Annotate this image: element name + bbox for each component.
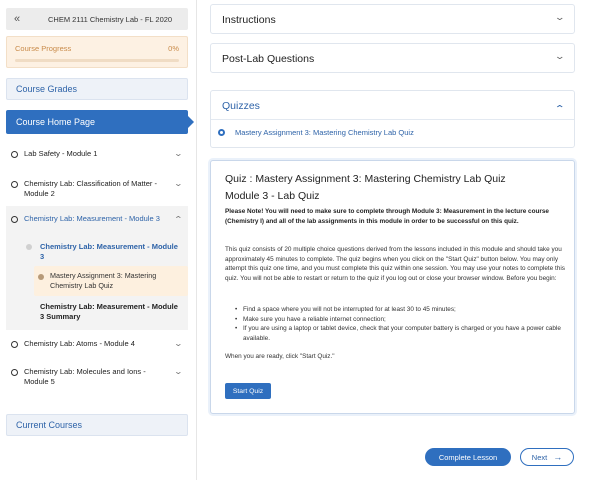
chevron-down-icon: ⌄ <box>173 149 184 158</box>
divider <box>211 119 574 120</box>
module-label: Chemistry Lab: Molecules and Ions - Module 5 <box>24 367 146 386</box>
submodule-label: Chemistry Lab: Measurement - Module 3 Summary <box>40 302 178 321</box>
module-label: Chemistry Lab: Atoms - Module 4 <box>24 339 135 348</box>
module-item-5[interactable] <box>6 367 188 387</box>
submodule-item-1[interactable] <box>26 242 186 262</box>
sidebar-divider <box>196 0 197 480</box>
status-dot-icon <box>26 304 32 310</box>
progress-label: Course Progress <box>15 44 72 53</box>
submodule-label: Mastery Assignment 3: Mastering Chemistry Lab Quiz <box>50 271 157 290</box>
module-item-3[interactable] <box>6 214 188 224</box>
submodule-item-3[interactable] <box>26 302 186 322</box>
course-header <box>6 8 188 30</box>
sidebar <box>0 0 196 480</box>
double-chevron-left-icon[interactable]: « <box>13 13 21 25</box>
chevron-down-icon: ⌄ <box>554 51 566 61</box>
course-grades-button[interactable]: Course Grades <box>6 78 188 100</box>
chevron-up-icon: ⌄ <box>173 214 184 223</box>
module-item-2[interactable] <box>6 179 188 199</box>
module-label: Lab Safety - Module 1 <box>24 149 98 158</box>
quiz-checklist <box>235 305 565 343</box>
chevron-down-icon: ⌄ <box>554 12 566 22</box>
next-label: Next <box>531 452 548 462</box>
section-title: Instructions <box>222 14 276 26</box>
progress-percent: 0% <box>168 44 179 53</box>
course-home-label: Course Home Page <box>16 117 96 127</box>
quiz-subtitle: Module 3 - Lab Quiz <box>225 190 320 202</box>
quiz-card <box>210 160 575 414</box>
course-progress <box>6 36 188 68</box>
radio-icon <box>218 129 225 136</box>
status-circle-icon <box>11 341 18 348</box>
module-item-1[interactable] <box>6 149 188 159</box>
checklist-item: • Make sure you have a reliable internet connection; <box>235 315 565 325</box>
progress-bar <box>15 59 179 62</box>
checklist-item: • If you are using a laptop or tablet device, check that your computer battery is charged or you have a power cable available. <box>235 324 565 343</box>
chevron-down-icon: ⌄ <box>173 339 184 348</box>
post-lab-questions-section[interactable] <box>210 43 575 73</box>
status-circle-icon <box>11 181 18 188</box>
course-title: CHEM 2111 Chemistry Lab - FL 2020 <box>48 14 173 24</box>
quiz-description: This quiz consists of 20 multiple choice questions derived from the lessons included in this module and should take you approximately 45 minutes to complete. The quiz begins when you click on the "Start Quiz" button below. You may only attempt this quiz one time, and you must complete this quiz within one session. You may use your notes to complete this quiz. You will not be able to restart or return to the quiz if you log out or close your browser window. Before you begin: <box>225 246 565 282</box>
quiz-title: Quiz : Mastery Assignment 3: Mastering Chemistry Lab Quiz <box>225 173 506 185</box>
section-title[interactable]: Quizzes <box>222 100 260 112</box>
active-pointer-icon <box>188 116 194 128</box>
quizzes-section <box>210 90 575 148</box>
course-home-button[interactable] <box>6 110 188 134</box>
complete-lesson-button[interactable]: Complete Lesson <box>425 448 511 466</box>
module-label: Chemistry Lab: Classification of Matter - Module 2 <box>24 179 157 198</box>
status-dot-icon <box>26 244 32 250</box>
start-quiz-button[interactable]: Start Quiz <box>225 383 271 399</box>
chevron-down-icon: ⌄ <box>173 367 184 376</box>
quiz-link[interactable]: Mastery Assignment 3: Mastering Chemistry Lab Quiz <box>235 128 414 137</box>
chevron-up-icon[interactable]: ⌄ <box>554 103 566 113</box>
quiz-note: Please Note! You will need to make sure to complete through Module 3: Measurement in the lecture course (Chemistry I) and all of the lab assignments in this module in order to be successful on this quiz. <box>225 208 549 225</box>
chevron-down-icon: ⌄ <box>173 179 184 188</box>
checklist-item: • Find a space where you will not be interrupted for at least 30 to 45 minutes; <box>235 305 565 315</box>
section-title: Post-Lab Questions <box>222 53 315 65</box>
arrow-right-icon: → <box>553 452 563 462</box>
next-button[interactable] <box>520 448 574 466</box>
module-item-4[interactable] <box>6 339 188 349</box>
quiz-ready-text: When you are ready, click "Start Quiz." <box>225 353 335 360</box>
status-dot-icon <box>38 274 44 280</box>
current-courses-button[interactable]: Current Courses <box>6 414 188 436</box>
instructions-section[interactable] <box>210 4 575 34</box>
status-circle-icon <box>11 216 18 223</box>
quiz-link-row[interactable] <box>218 128 414 137</box>
submodule-label: Chemistry Lab: Measurement - Module 3 <box>40 242 178 261</box>
status-circle-icon <box>11 369 18 376</box>
status-circle-icon <box>11 151 18 158</box>
module-label: Chemistry Lab: Measurement - Module 3 <box>24 214 160 223</box>
